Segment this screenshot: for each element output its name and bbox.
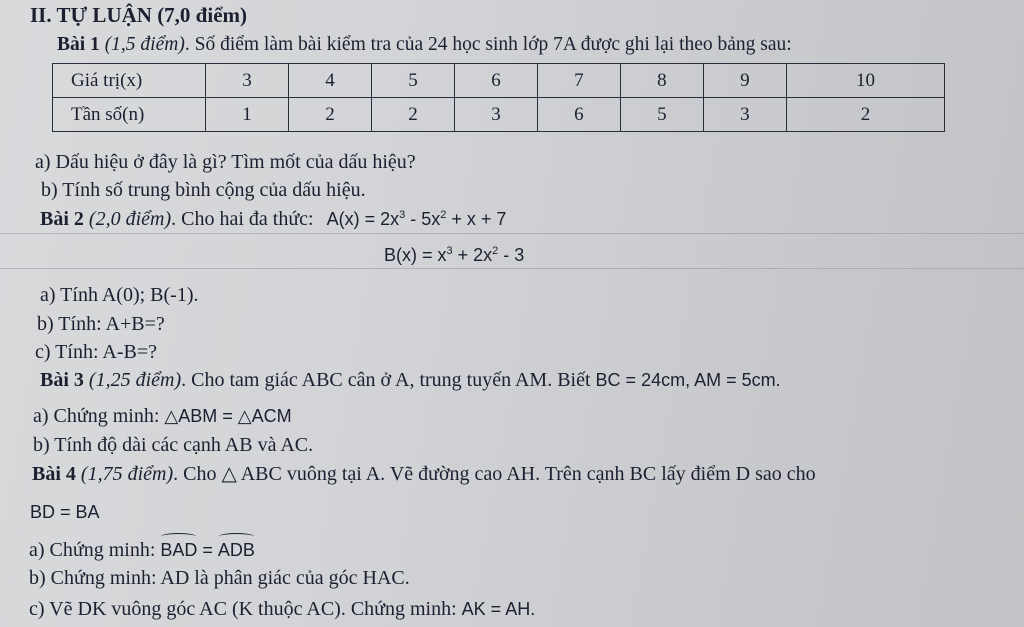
table-cell: 3 <box>454 98 537 132</box>
poly-b-exp: 2 <box>492 245 499 257</box>
bai3-text: . Cho tam giác ABC cân ở A, trung tuyến AM. Biết <box>181 369 596 391</box>
bai3-given: BC = 24cm, AM = 5cm. <box>595 370 781 390</box>
bai3-intro <box>40 368 781 392</box>
table-cell: 2 <box>371 98 454 132</box>
notebook-rule <box>0 233 1024 234</box>
bai2-question-c: c) Tính: A-B=? <box>35 341 158 363</box>
poly-a-part: A(x) = 2x <box>326 209 400 229</box>
bai4-question-a <box>29 536 255 562</box>
bai2-intro <box>40 207 506 231</box>
table-cell: 9 <box>703 64 786 98</box>
table-row <box>53 98 945 132</box>
bai4-given: BD = BA <box>30 502 100 522</box>
poly-b-part: - 3 <box>498 245 525 265</box>
bai2-text: . Cho hai đa thức: <box>171 208 314 230</box>
bai1-label: Bài 1 <box>57 34 100 55</box>
polynomial-a <box>327 209 507 229</box>
table-cell: 3 <box>703 98 786 132</box>
table-row <box>53 64 945 98</box>
angle-bad: BAD <box>160 536 197 562</box>
poly-a-part: + x + 7 <box>446 209 507 229</box>
poly-a-exp: 3 <box>399 209 406 221</box>
bai2-points: (2,0 điểm) <box>88 208 172 230</box>
table-cell: 10 <box>786 64 944 98</box>
bai4-label: Bài 4 <box>32 463 76 485</box>
bai1-intro <box>57 33 792 57</box>
bai3-question-b: b) Tính độ dài các cạnh AB và AC. <box>33 434 314 456</box>
bai4-question-c <box>29 597 535 621</box>
table-header-value: Giá trị(x) <box>53 64 206 98</box>
bai1-text: . Số điểm làm bài kiểm tra của 24 học sinh lớp 7A được ghi lại theo bảng sau: <box>184 34 792 55</box>
poly-a-exp: 2 <box>440 209 447 221</box>
bai1-question-a: a) Dấu hiệu ở đây là gì? Tìm mốt của dấu hiệu? <box>35 151 416 173</box>
bai3-label: Bài 3 <box>40 369 84 391</box>
bai3-points: (1,25 điểm) <box>88 369 182 391</box>
bai4-intro <box>32 462 816 486</box>
table-cell: 6 <box>537 98 620 132</box>
bai2-question-a: a) Tính A(0); B(-1). <box>40 284 199 306</box>
bai4-a-eq: = <box>197 540 218 560</box>
table-cell: 2 <box>786 98 944 132</box>
bai1-question-b: b) Tính số trung bình cộng của dấu hiệu. <box>41 179 366 201</box>
table-header-frequency: Tần số(n) <box>53 98 206 132</box>
table-cell: 2 <box>288 98 371 132</box>
bai2-label: Bài 2 <box>40 208 84 230</box>
bai1-points: (1,5 điểm) <box>104 34 185 55</box>
table-cell: 3 <box>206 64 289 98</box>
bai4-c-math: AK = AH. <box>461 599 536 619</box>
poly-b-exp: 3 <box>446 245 453 257</box>
bai4-points: (1,75 điểm) <box>80 463 174 485</box>
frequency-table <box>52 63 945 132</box>
table-cell: 1 <box>206 98 289 132</box>
table-cell: 5 <box>371 64 454 98</box>
table-cell: 5 <box>620 98 703 132</box>
table-cell: 8 <box>620 64 703 98</box>
bai3-question-a <box>33 404 292 428</box>
bai3-a-text: a) Chứng minh: <box>33 405 165 427</box>
poly-b-part: B(x) = x <box>384 245 447 265</box>
table-cell: 6 <box>454 64 537 98</box>
poly-b-part: + 2x <box>452 245 493 265</box>
bai4-text: . Cho △ ABC vuông tại A. Vẽ đường cao AH. Trên cạnh BC lấy điểm D sao cho <box>173 463 816 485</box>
bai4-question-b: b) Chứng minh: AD là phân giác của góc HAC. <box>29 567 410 589</box>
angle-adb: ADB <box>218 536 255 562</box>
notebook-rule <box>0 268 1024 269</box>
bai4-c-text: c) Vẽ DK vuông góc AC (K thuộc AC). Chứng minh: <box>29 598 462 620</box>
bai3-a-math: △ABM = △ACM <box>164 406 292 426</box>
polynomial-b <box>384 243 524 267</box>
table-cell: 7 <box>537 64 620 98</box>
table-cell: 4 <box>288 64 371 98</box>
section-heading: II. TỰ LUẬN (7,0 điểm) <box>30 3 248 27</box>
bai4-a-text: a) Chứng minh: <box>29 539 161 561</box>
poly-a-part: - 5x <box>405 209 441 229</box>
bai2-question-b: b) Tính: A+B=? <box>37 313 165 335</box>
